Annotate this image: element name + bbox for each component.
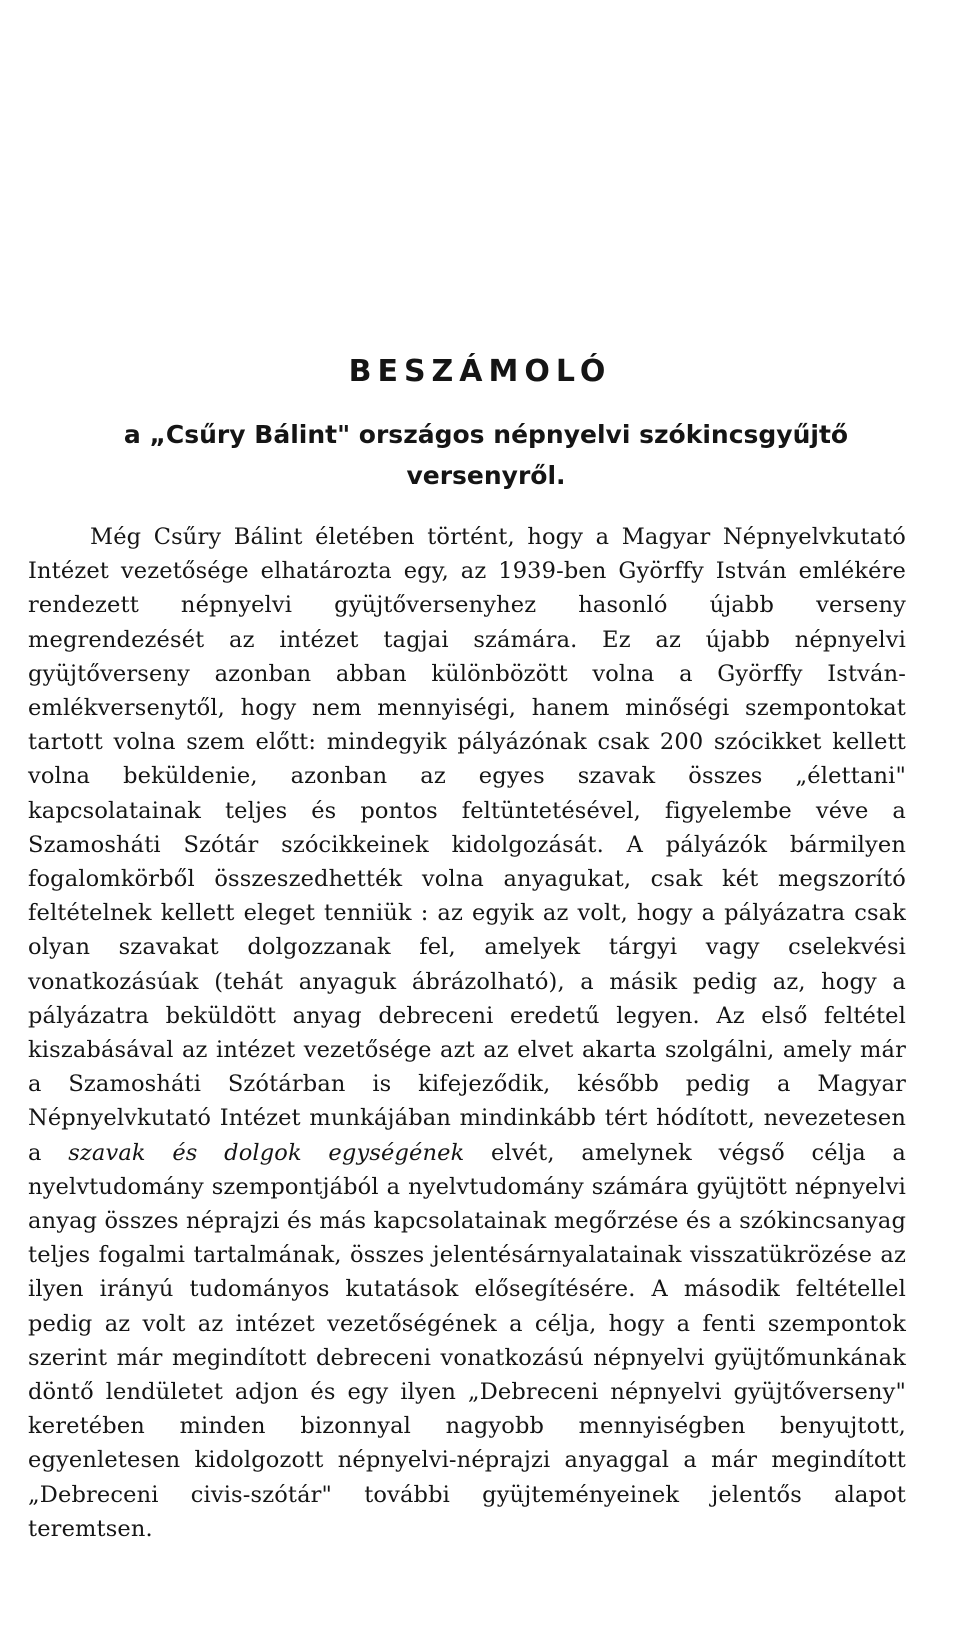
body-text-emphasis: szavak és dolgok egységének <box>68 1139 465 1166</box>
page-title: BESZÁMOLÓ <box>348 354 612 389</box>
body-paragraph <box>28 520 906 1546</box>
body-text-part-1: Még Csűry Bálint életében történt, hogy a Magyar Népnyelvkutató Intézet vezetősége elhatározta egy, az 1939-ben Györffy István emlékére rendezett népnyelvi gyüjtőversenyhez hasonló újabb verseny megrendezését az intézet tagjai számára. Ez az újabb népnyelvi gyüjtőverseny azonban abban különbözött volna a Györffy István-emlékversenytől, hogy nem mennyiségi, hanem minőségi szempontokat tartott volna szem előtt: mindegyik pályázónak csak 200 szócikket kellett volna beküldenie, azonban az egyes szavak összes „élettani" kapcsolatainak teljes és pontos feltüntetésével, figyelembe véve a Szamosháti Szótár szócikkeinek kidolgozását. A pályázók bármilyen fogalomkörből összeszedhették volna anyagukat, csak két megszorító feltételnek kellett eleget tenniük : az egyik az volt, hogy a pályázatra csak olyan szavakat dolgozzanak fel, amelyek tárgyi vagy cselekvési vonatkozásúak (tehát anyaguk ábrázolható), a másik pedig az, hogy a pályázatra beküldött anyag debreceni eredetű legyen. Az első feltétel kiszabásával az intézet vezetősége azt az elvet akarta szolgálni, amely már a Szamosháti Szótárban is kifejeződik, később pedig a Magyar Népnyelvkutató Intézet munkájában mindinkább tért hódított, nevezetesen a <box>28 524 906 1166</box>
body-text-part-2: elvét, amelynek végső célja a nyelvtudomány szempontjából a nyelvtudomány számára gyüjtött népnyelvi anyag összes néprajzi és más kapcsolatainak megőrzése és a szókincsanyag teljes fogalmi tartalmának, összes jelentésárnyalatainak visszatükrözése az ilyen irányú tudományos kutatások elősegítésére. A második feltétellel pedig az volt az intézet vezetőségének a célja, hogy a fenti szempontok szerint már megindított debreceni vonatkozású népnyelvi gyüjtőmunkának döntő lendületet adjon és egy ilyen „Debreceni népnyelvi gyüjtőverseny" keretében minden bizonnyal nagyobb mennyiségben benyujtott, egyenletesen kidolgozott népnyelvi-néprajzi anyaggal a már megindított „Debreceni civis-szótár" további gyüjteményeinek jelentős alapot teremtsen. <box>28 1139 906 1542</box>
page-subtitle: a „Csűry Bálint" országos népnyelvi szókincsgyűjtő versenyről. <box>123 420 849 490</box>
